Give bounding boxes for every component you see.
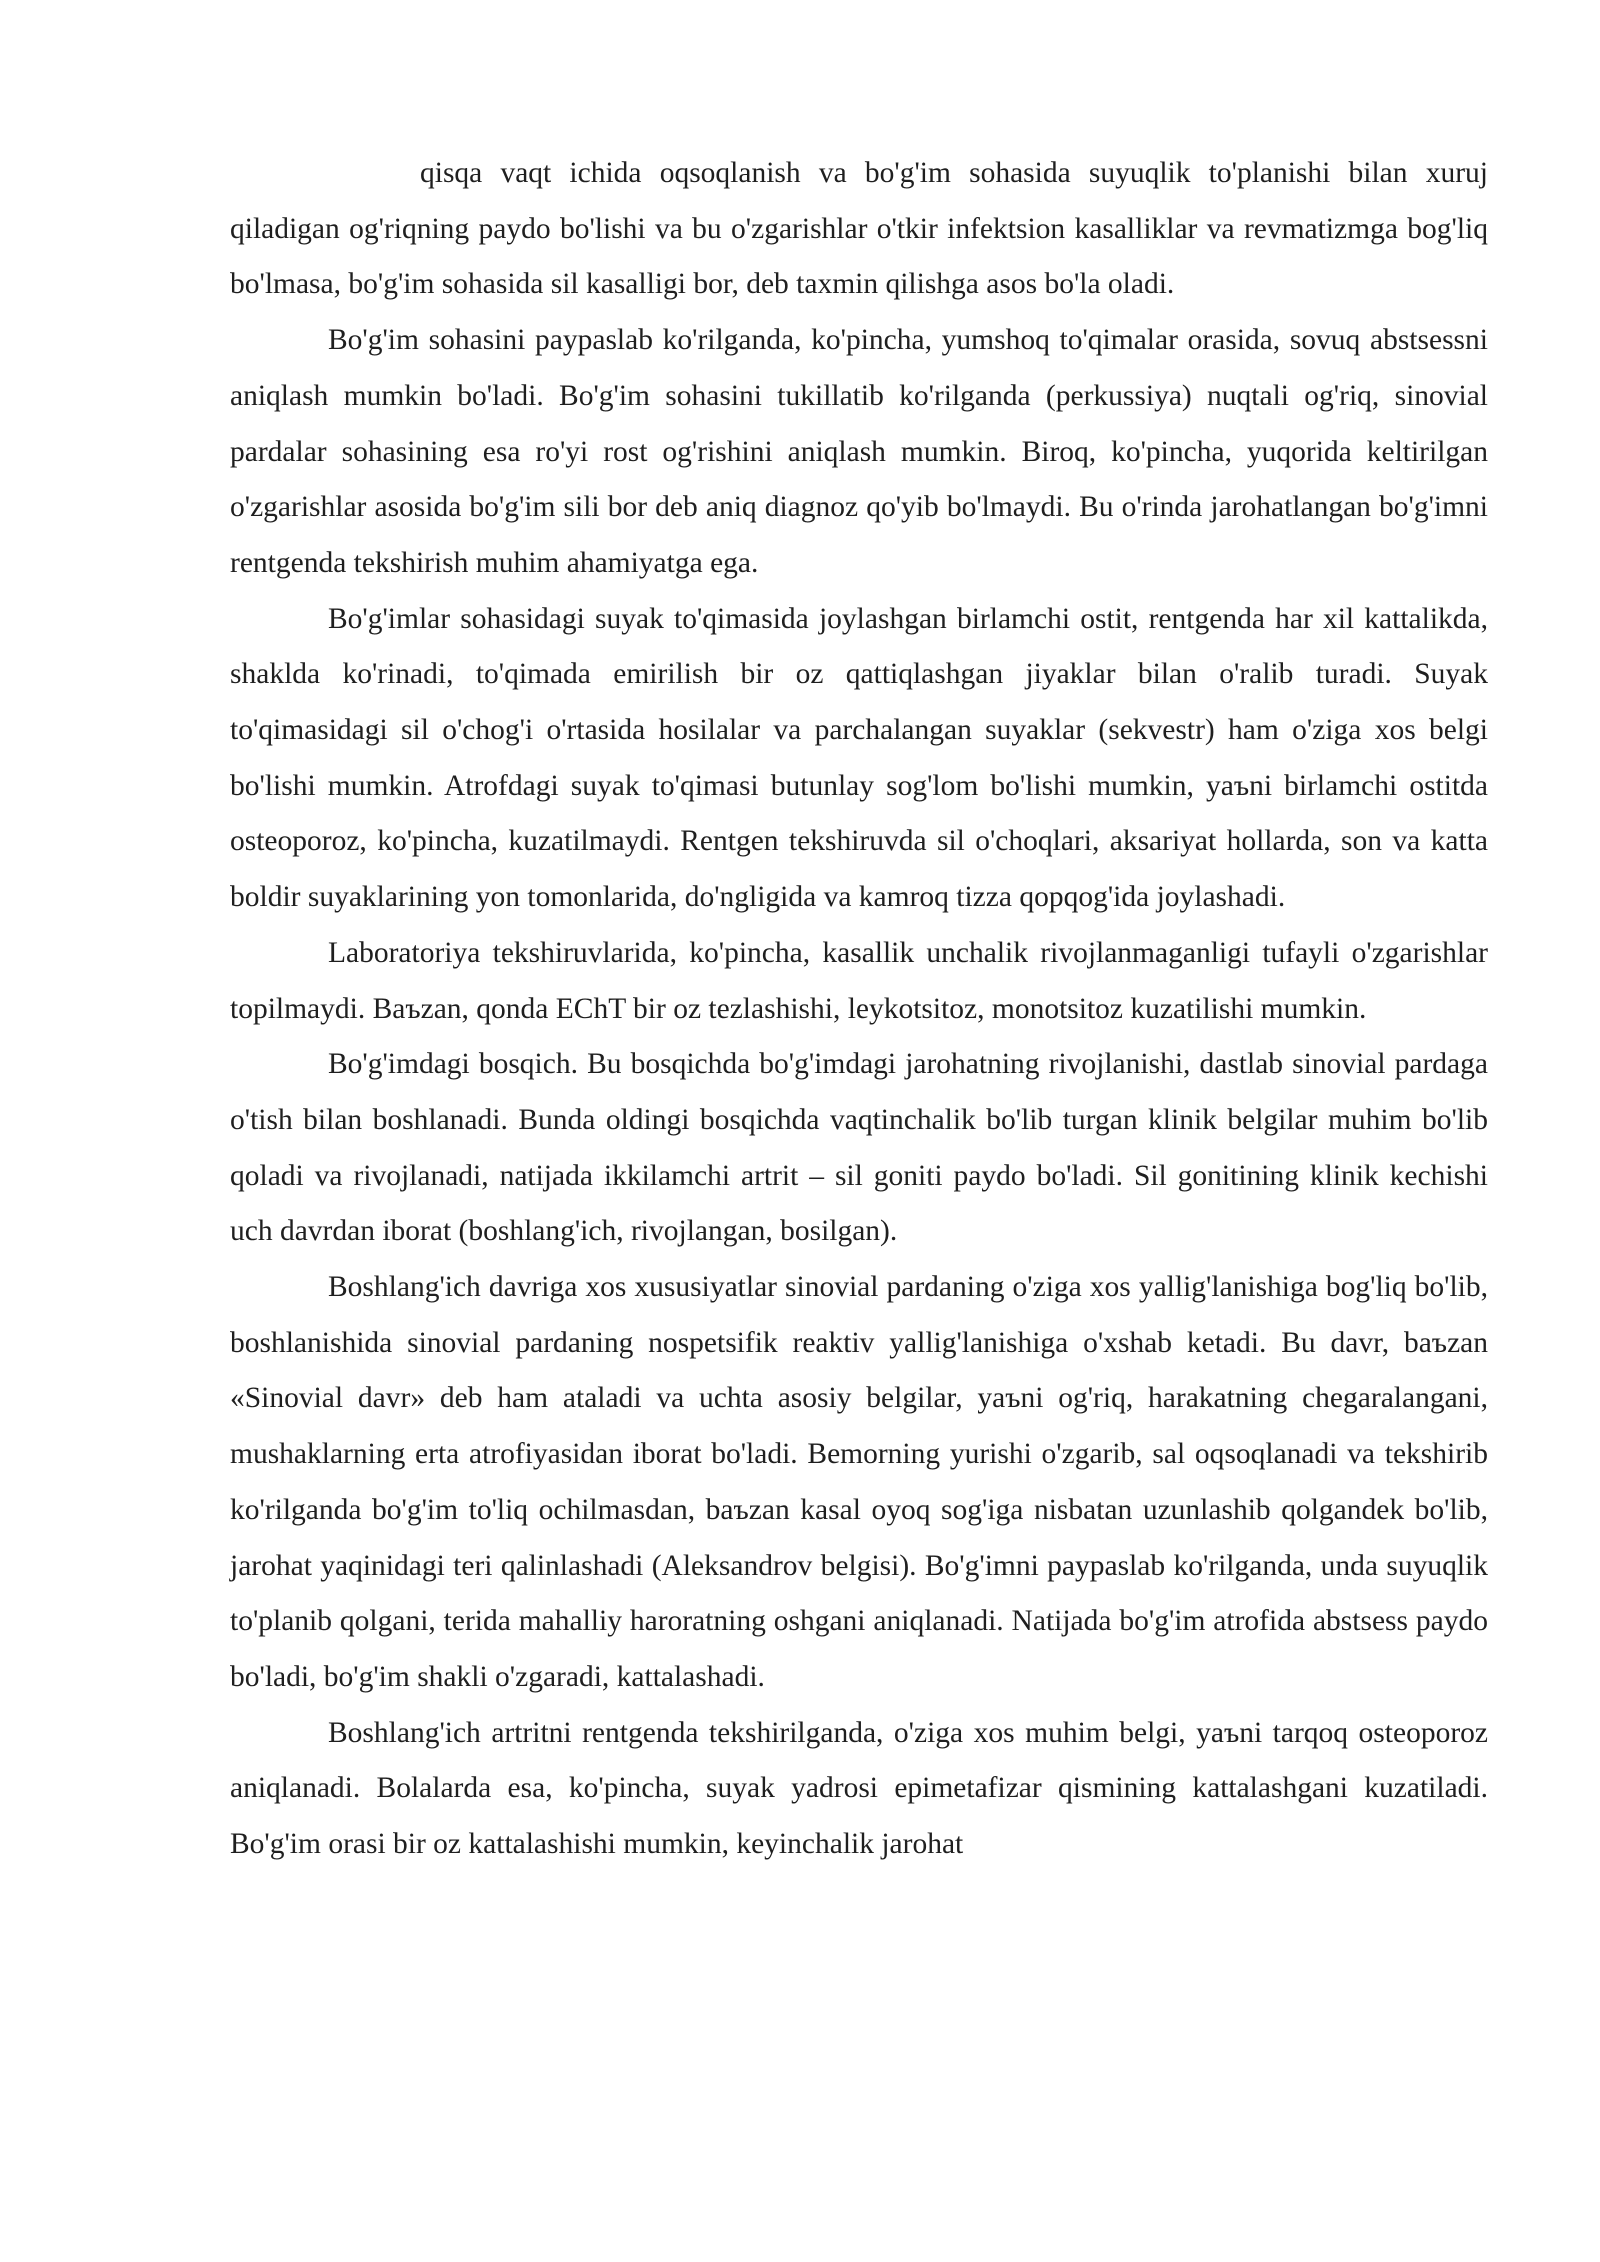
paragraph-continuation: qisqa vaqt ichida oqsoqlanish va bo'g'im sohasida suyuqlik to'planishi bilan xuruj qiladigan og'riqning paydo bo'lishi va bu o'zgarishlar o'tkir infektsion kasalliklar va revmatizmga bog'liq bo'lmasa, bo'g'im sohasida sil kasalligi bor, deb taxmin qilishga asos bo'la oladi. [230,157,1488,301]
document-body [230,146,1488,1873]
paragraph-palpation: Bo'g'im sohasini paypaslab ko'rilganda, ko'pincha, yumshoq to'qimalar orasida, sovuq abstsessni aniqlash mumkin bo'ladi. Bo'g'im sohasini tukillatib ko'rilganda (perkussiya) nuqtali og'riq, sinovial pardalar sohasining esa ro'yi rost og'rishini aniqlash mumkin. Biroq, ko'pincha, yuqorida keltirilgan o'zgarishlar asosida bo'g'im sili bor deb aniq diagnoz qo'yib bo'lmaydi. Bu o'rinda jarohatlangan bo'g'imni rentgenda tekshirish muhim ahamiyatga ega. [230,324,1488,579]
paragraph-laboratory: Laboratoriya tekshiruvlarida, ko'pincha, kasallik unchalik rivojlanmaganligi tufayli o'zgarishlar topilmaydi. Baъzan, qonda EChT bir oz tezlashishi, leykotsitoz, monotsitoz kuzatilishi mumkin. [230,936,1488,1025]
paragraph-primary-ostitis: Bo'g'imlar sohasidagi suyak to'qimasida joylashgan birlamchi ostit, rentgenda har xil kattalikda, shaklda ko'rinadi, to'qimada emirilish bir oz qattiqlashgan jiyaklar bilan o'ralib turadi. Suyak to'qimasidagi sil o'chog'i o'rtasida hosilalar va parchalangan suyaklar (sekvestr) ham o'ziga xos belgi bo'lishi mumkin. Atrofdagi suyak to'qimasi butunlay sog'lom bo'lishi mumkin, yaъni birlamchi ostitda osteoporoz, ko'pincha, kuzatilmaydi. Rentgen tekshiruvda sil o'choqlari, aksariyat hollarda, son va katta boldir suyaklarining yon tomonlarida, do'ngligida va kamroq tizza qopqog'ida joylashadi. [230,602,1488,914]
paragraph-joint-stage: Bo'g'imdagi bosqich. Bu bosqichda bo'g'imdagi jarohatning rivojlanishi, dastlab sinovial pardaga o'tish bilan boshlanadi. Bunda oldingi bosqichda vaqtinchalik bo'lib turgan klinik belgilar muhim bo'lib qoladi va rivojlanadi, natijada ikkilamchi artrit – sil goniti paydo bo'ladi. Sil gonitining klinik kechishi uch davrdan iborat (boshlang'ich, rivojlangan, bosilgan). [230,1048,1488,1248]
paragraph-initial-arthritis-xray: Boshlang'ich artritni rentgenda tekshirilganda, o'ziga xos muhim belgi, yaъni tarqoq osteoporoz aniqlanadi. Bolalarda esa, ko'pincha, suyak yadrosi epimetafizar qismining kattalashgani kuzatiladi. Bo'g'im orasi bir oz kattalashishi mumkin, keyinchalik jarohat [230,1716,1488,1861]
paragraph-initial-period: Boshlang'ich davriga xos xususiyatlar sinovial pardaning o'ziga xos yallig'lanishiga bog'liq bo'lib, boshlanishida sinovial pardaning nospetsifik reaktiv yallig'lanishiga o'xshab ketadi. Bu davr, baъzan «Sinovial davr» deb ham ataladi va uchta asosiy belgilar, yaъni og'riq, harakatning chegaralangani, mushaklarning erta atrofiyasidan iborat bo'ladi. Bemorning yurishi o'zgarib, sal oqsoqlanadi va tekshirib ko'rilganda bo'g'im to'liq ochilmasdan, baъzan kasal oyoq sog'iga nisbatan uzunlashib qolgandek bo'lib, jarohat yaqinidagi teri qalinlashadi (Aleksandrov belgisi). Bo'g'imni paypaslab ko'rilganda, unda suyuqlik to'planib qolgani, terida mahalliy haroratning oshgani aniqlanadi. Natijada bo'g'im atrofida abstsess paydo bo'ladi, bo'g'im shakli o'zgaradi, kattalashadi. [230,1271,1488,1693]
